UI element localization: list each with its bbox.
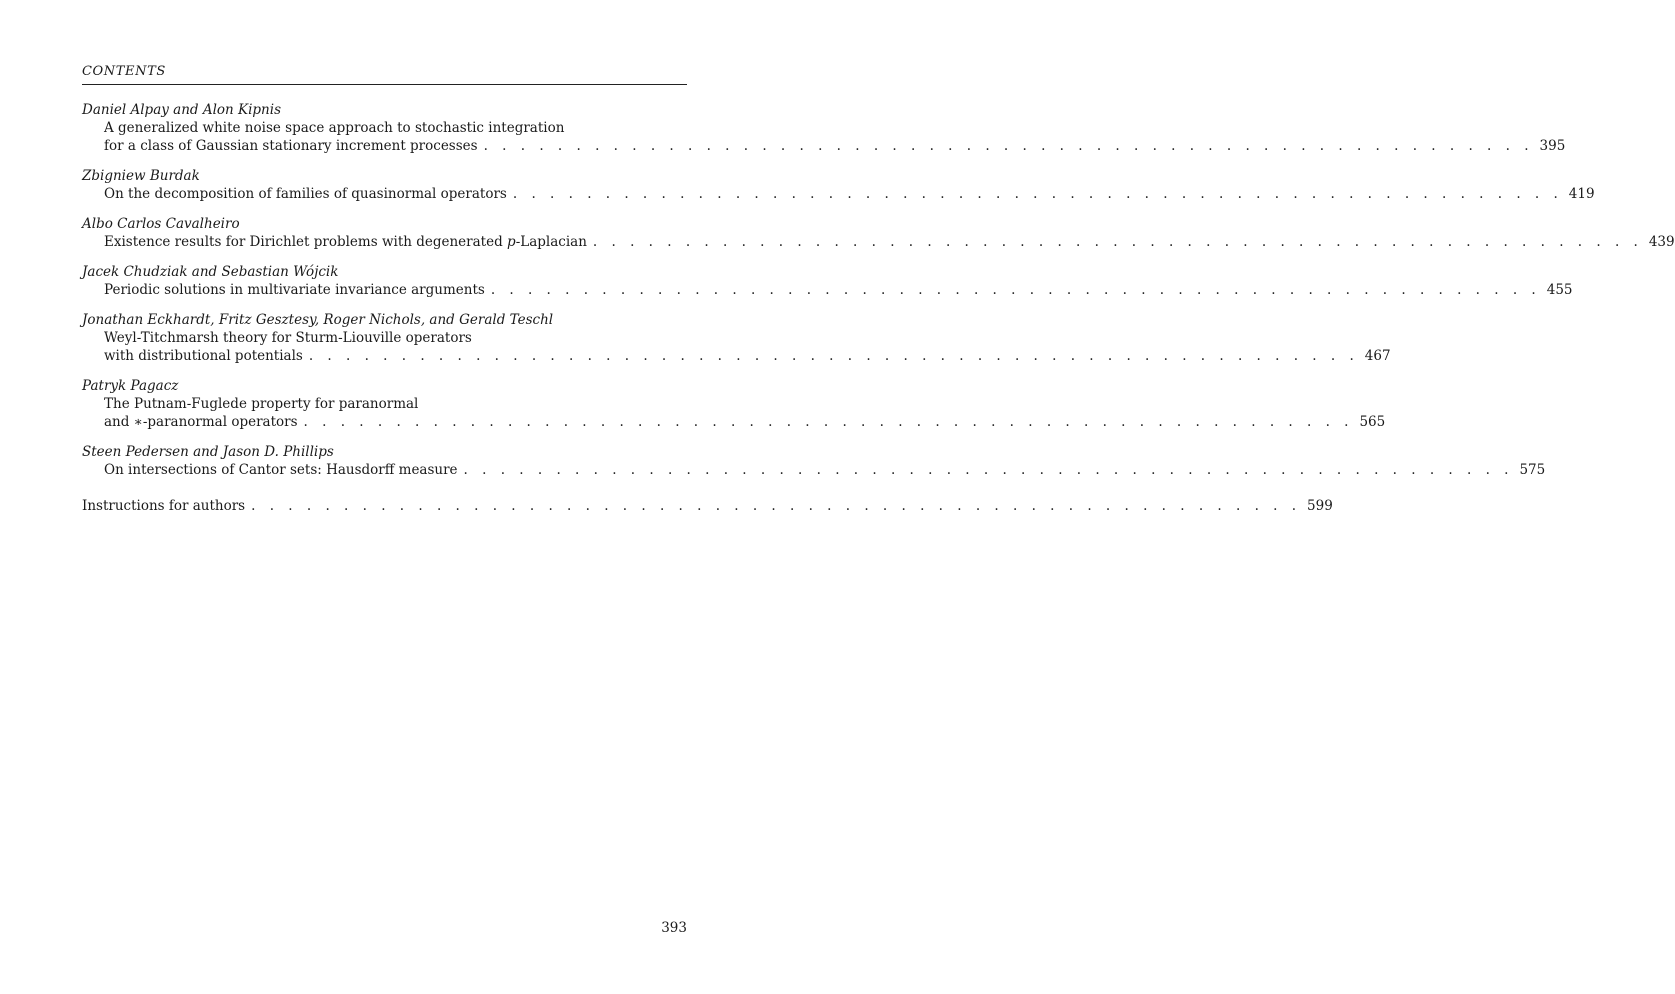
entry-title-last-line[interactable] — [82, 281, 1573, 299]
dot-leader: . . . . . . . . . . . . . . . . . . . . . . . . . . . . . . . . . . . . . . . . . . . . . . . . . . . . . . . . . — [592, 234, 1643, 250]
dot-leader: . . . . . . . . . . . . . . . . . . . . . . . . . . . . . . . . . . . . . . . . . . . . . . . . . . . . . . . . . — [512, 186, 1563, 202]
entry-title-text — [104, 233, 587, 251]
toc-entry — [82, 167, 1595, 203]
entry-title-text: and ∗-paranormal operators — [104, 414, 298, 430]
toc-entry — [82, 215, 1675, 251]
entry-title-last-line[interactable] — [82, 185, 1595, 203]
entry-title-text: On the decomposition of families of quasinormal operators — [104, 186, 507, 202]
entry-title-line: A generalized white noise space approach to stochastic integration — [104, 120, 565, 136]
entry-authors: Jonathan Eckhardt, Fritz Gesztesy, Roger Nichols, and Gerald Teschl — [82, 312, 554, 328]
dot-leader: . . . . . . . . . . . . . . . . . . . . . . . . . . . . . . . . . . . . . . . . . . . . . . . . . . . . . . . . . — [463, 462, 1514, 478]
entry-title-line: The Putnam-Fuglede property for paranormal — [104, 396, 419, 412]
toc-entry — [82, 311, 1391, 365]
toc-entry — [82, 263, 1573, 299]
entry-authors: Albo Carlos Cavalheiro — [82, 216, 240, 232]
entry-page-number: 455 — [1546, 282, 1573, 298]
toc-entry — [82, 377, 1386, 431]
entry-title-text-part: -Laplacian — [515, 234, 587, 250]
entry-page-number: 575 — [1519, 462, 1546, 478]
entry-authors: Patryk Pagacz — [82, 378, 179, 394]
page-number-footer: 393 — [661, 920, 687, 936]
table-of-contents — [82, 101, 1675, 515]
entry-page-number: 419 — [1568, 186, 1595, 202]
dot-leader: . . . . . . . . . . . . . . . . . . . . . . . . . . . . . . . . . . . . . . . . . . . . . . . . . . . . . . . . . — [490, 282, 1541, 298]
entry-title-text: Periodic solutions in multivariate invariance arguments — [104, 282, 485, 298]
entry-title-last-line[interactable] — [82, 413, 1386, 431]
entry-title-text: with distributional potentials — [104, 348, 303, 364]
dot-leader: . . . . . . . . . . . . . . . . . . . . . . . . . . . . . . . . . . . . . . . . . . . . . . . . . . . . . . . . . — [303, 414, 1354, 430]
entry-authors: Steen Pedersen and Jason D. Phillips — [82, 444, 334, 460]
entry-page-number: 467 — [1364, 348, 1391, 364]
entry-authors: Daniel Alpay and Alon Kipnis — [82, 102, 281, 118]
entry-title-text: for a class of Gaussian stationary increment processes — [104, 138, 478, 154]
page — [82, 64, 1675, 515]
entry-title-last-line[interactable] — [82, 137, 1566, 155]
dot-leader: . . . . . . . . . . . . . . . . . . . . . . . . . . . . . . . . . . . . . . . . . . . . . . . . . . . . . . . . . — [483, 138, 1534, 154]
instructions-page-number: 599 — [1307, 498, 1333, 514]
entry-title-last-line[interactable] — [82, 233, 1675, 251]
toc-entry — [82, 101, 1566, 155]
entry-title-text: On intersections of Cantor sets: Hausdorff measure — [104, 462, 458, 478]
toc-entry-instructions[interactable] — [82, 497, 1333, 515]
running-head: CONTENTS — [82, 64, 687, 85]
entry-page-number: 439 — [1648, 234, 1675, 250]
dot-leader: . . . . . . . . . . . . . . . . . . . . . . . . . . . . . . . . . . . . . . . . . . . . . . . . . . . . . . . . . — [308, 348, 1359, 364]
entry-title-text-part: Existence results for Dirichlet problems with degenerated — [104, 234, 508, 250]
dot-leader: . . . . . . . . . . . . . . . . . . . . . . . . . . . . . . . . . . . . . . . . . . . . . . . . . . . . . . . . . — [251, 498, 1302, 514]
entry-page-number: 395 — [1539, 138, 1566, 154]
entry-title-math-p: p — [507, 234, 516, 250]
toc-entry — [82, 443, 1546, 479]
entry-authors: Zbigniew Burdak — [82, 168, 200, 184]
instructions-label: Instructions for authors — [82, 498, 246, 514]
entry-title-last-line[interactable] — [82, 347, 1391, 365]
entry-page-number: 565 — [1359, 414, 1386, 430]
entry-authors: Jacek Chudziak and Sebastian Wójcik — [82, 264, 339, 280]
entry-title-last-line[interactable] — [82, 461, 1546, 479]
entry-title-line: Weyl-Titchmarsh theory for Sturm-Liouville operators — [104, 330, 472, 346]
